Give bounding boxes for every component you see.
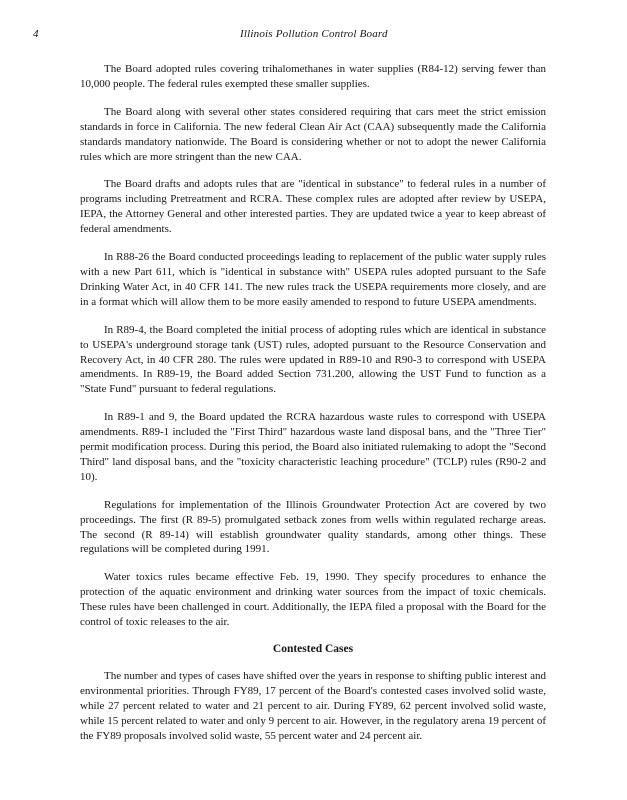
- section-heading-contested-cases: Contested Cases: [272, 643, 354, 655]
- paragraph-r88-26: In R88-26 the Board conducted proceedings leading to replacement of the public water supply rules with a new Part 611, which is "identical in substance with" USEPA rules adopted pursuant to the Safe Drinking Water Act, in 40 CFR 141. The new rules track the USEPA requirements more closely, and are in a format which will allow them to be more easily amended to respond to future USEPA amendments.: [80, 251, 546, 308]
- paragraph-r89-4: In R89-4, the Board completed the initial process of adopting rules which are identical in substance to USEPA's underground storage tank (UST) rules, adopted pursuant to the Resource Conservation and Recovery Act, in 40 CFR 280. The rules were updated in R89-10 and R90-3 to correspond with USEPA amendments. In R89-19, the Board added Section 731.200, allowing the UST Fund to function as a "State Fund" pursuant to federal regulations.: [80, 323, 546, 396]
- page-number: 4: [33, 28, 39, 40]
- paragraph-identical-in-substance: The Board drafts and adopts rules that are "identical in substance" to federal rules in a number of programs including Pretreatment and RCRA. These complex rules are adopted after review by USEPA, IEPA, the Attorney General and other interested parties. They are updated twice a year to keep abreast of federal amendments.: [80, 178, 546, 236]
- paragraph-case-statistics: The number and types of cases have shifted over the years in response to shifting public interest and environmental priorities. Through FY89, 17 percent of the Board's contested cases involved solid waste, while 27 percent related to water and 21 percent to air. During FY89, 62 percent involved solid waste, while 15 percent related to water and only 9 percent to air. However, in the regulatory arena 19 percent of the FY89 proposals involved solid waste, 55 percent water and 24 percent air.: [80, 670, 546, 742]
- running-title: Illinois Pollution Control Board: [240, 28, 388, 40]
- paragraph-groundwater: Regulations for implementation of the Illinois Groundwater Protection Act are covered by two proceedings. The first (R 89-5) promulgated setback zones from wells within regulated recharge areas. The second (R 89-14) will establish groundwater quality standards, among other things. These regulations will be completed during 1991.: [80, 498, 546, 556]
- paragraph-rcra-updates: In R89-1 and 9, the Board updated the RCRA hazardous waste rules to correspond with USEPA amendments. R89-1 included the "First Third" hazardous waste land disposal bans, and the "Three Tier" permit modification process. During this period, the Board also initiated rulemaking to adopt the "Second Third" land disposal bans, and the "toxicity characteristic leaching procedure" (TCLP) rules (R90-2 and 10).: [80, 411, 546, 483]
- paragraph-california-standards: The Board along with several other states considered requiring that cars meet the strict emission standards in force in California. The new federal Clean Air Act (CAA) subsequently made the California standards mandatory nationwide. The Board is considering whether or not to adopt the newer California rules which are more stringent than the new CAA.: [80, 105, 546, 163]
- paragraph-water-toxics: Water toxics rules became effective Feb. 19, 1990. They specify procedures to enhance the protection of the aquatic environment and drinking water sources from the impact of toxic chemicals. These rules have been challenged in court. Additionally, the IEPA filed a proposal with the Board for the control of toxic releases to the air.: [80, 571, 546, 629]
- paragraph-trihalomethanes: The Board adopted rules covering trihalomethanes in water supplies (R84-12) serving fewer than 10,000 people. The federal rules exempted these smaller supplies.: [80, 63, 546, 90]
- document-body: [80, 62, 546, 757]
